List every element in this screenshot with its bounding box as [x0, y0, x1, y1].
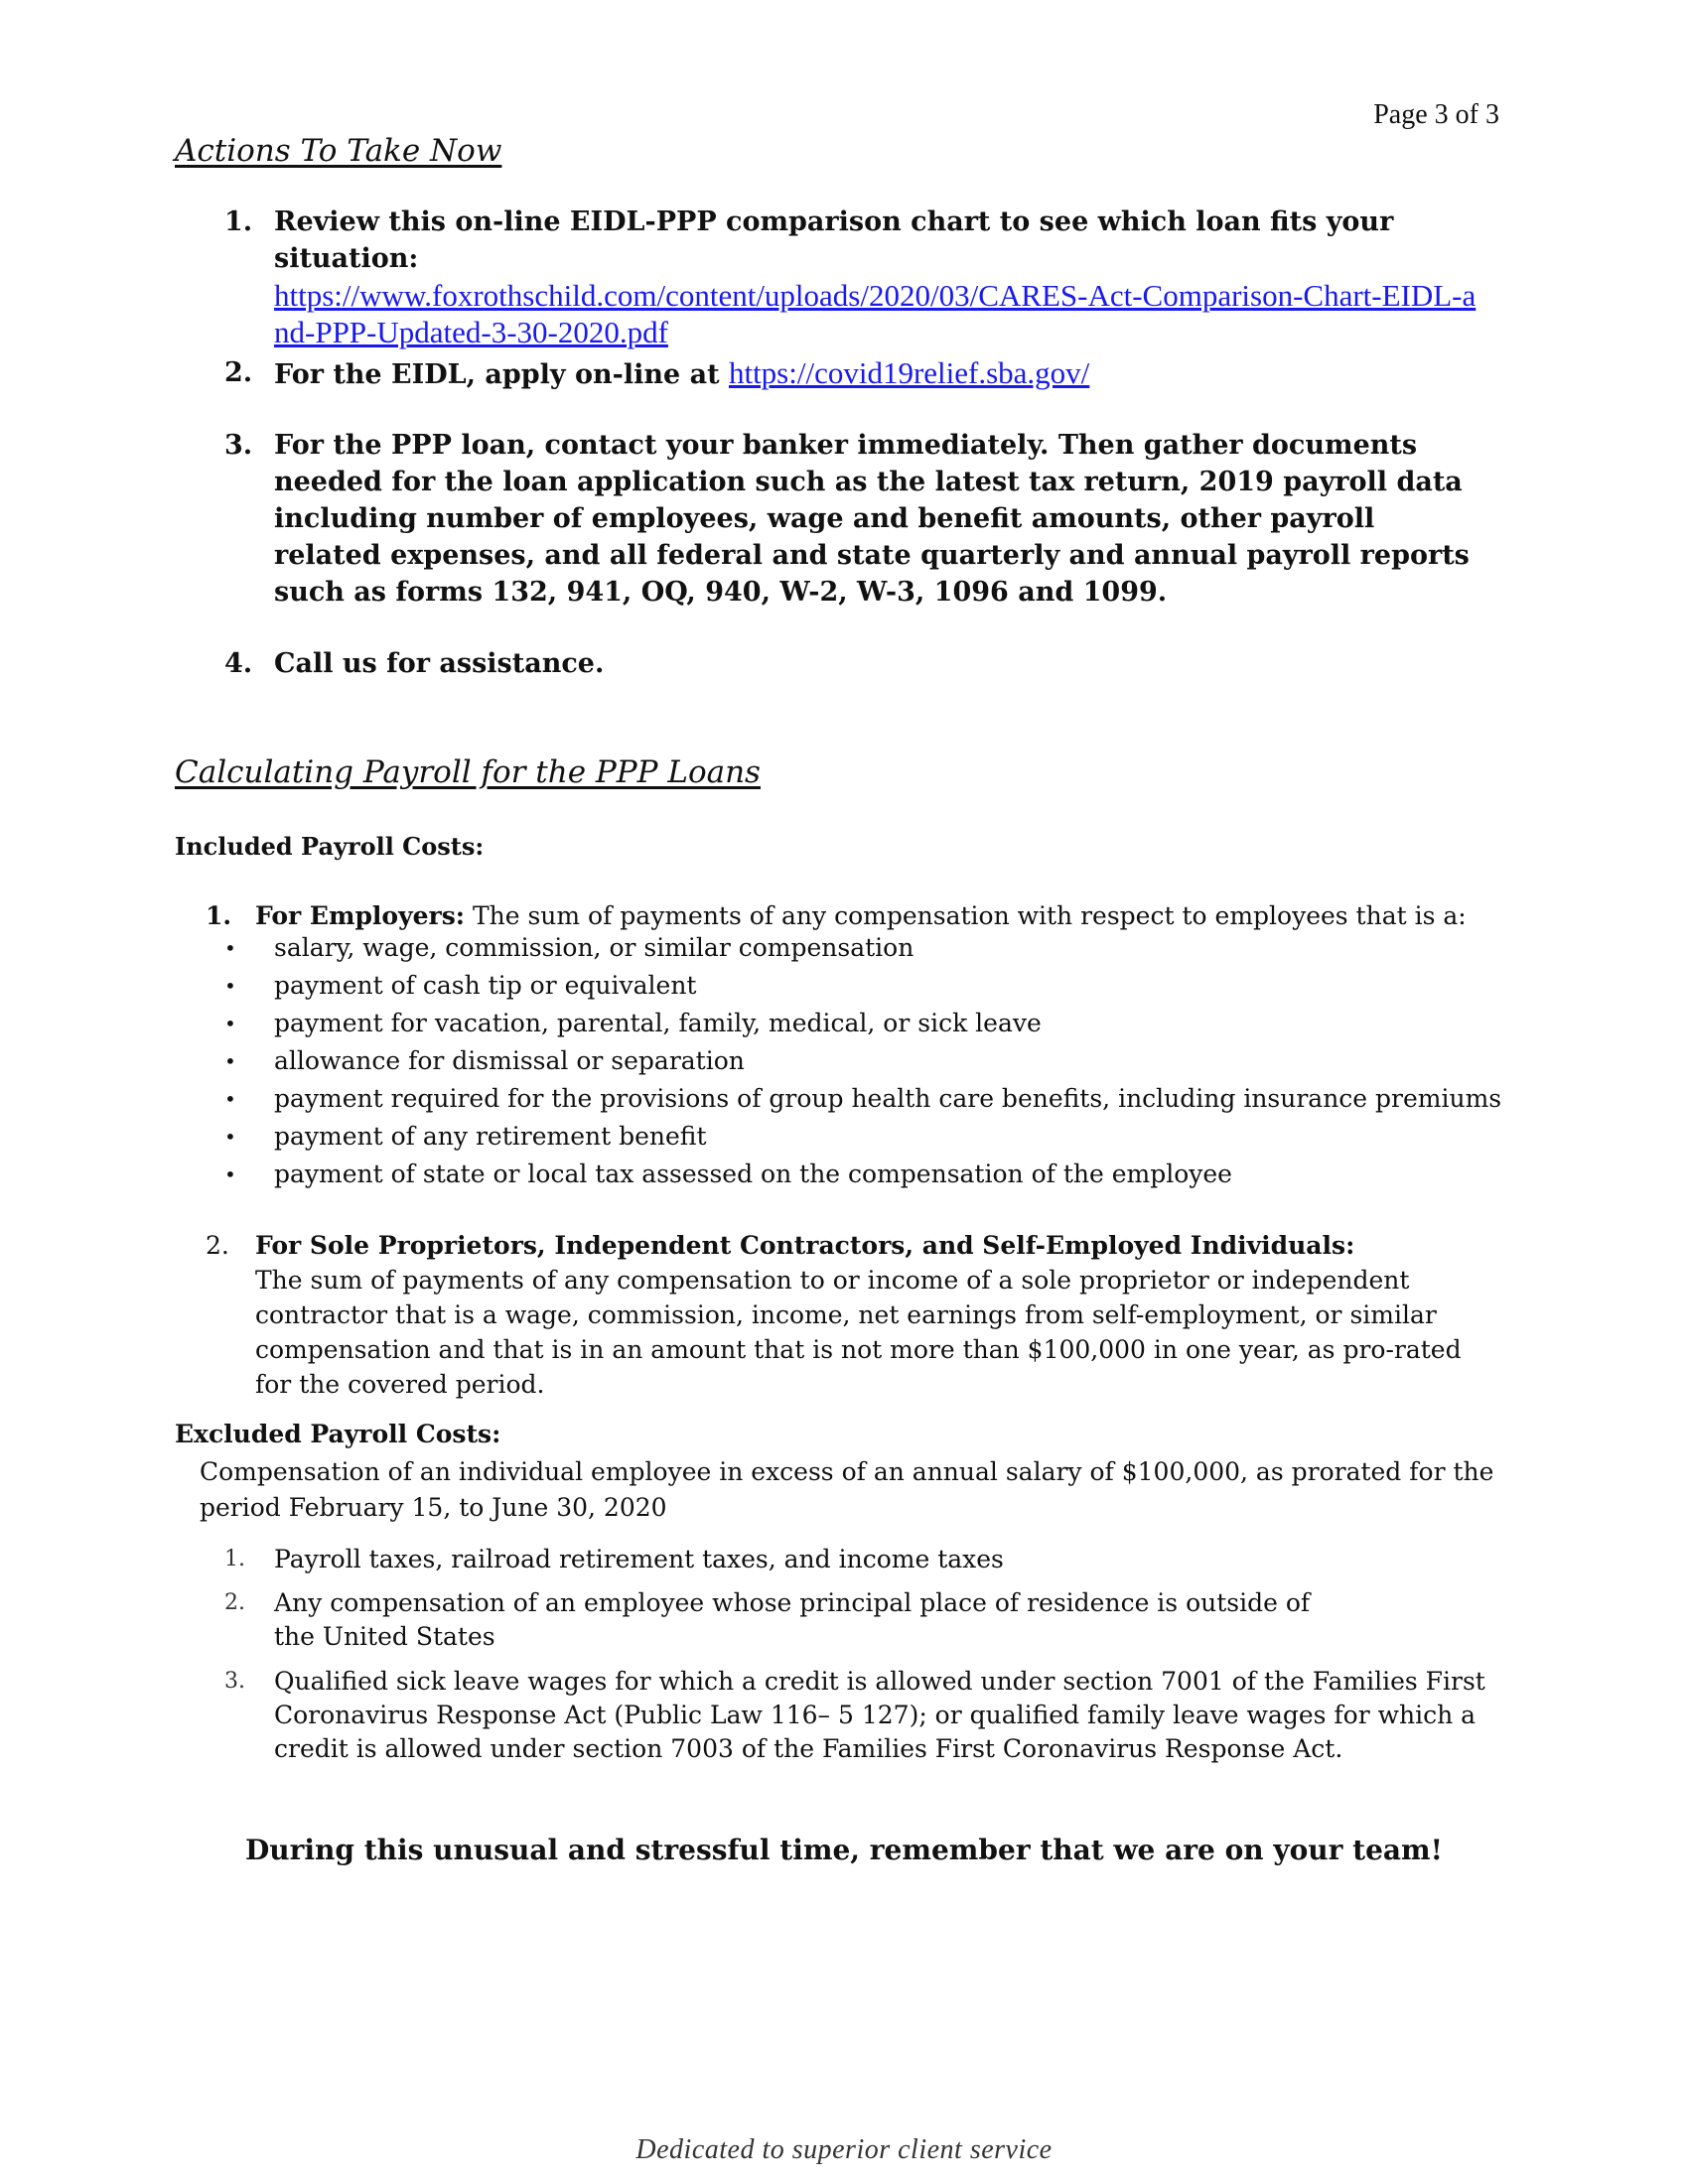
action-item-4 — [175, 645, 1485, 685]
action-item-number: 4. — [224, 648, 253, 679]
list-item: • payment of cash tip or equivalent — [224, 967, 1501, 1005]
page-number: Page 3 of 3 — [1373, 99, 1499, 130]
list-item: • allowance for dismissal or separation — [224, 1042, 1501, 1080]
action-item-number: 2. — [224, 357, 253, 388]
closing-message: During this unusual and stressful time, remember that we are on your team! — [245, 1834, 1443, 1866]
excluded-item-number: 1. — [224, 1547, 245, 1571]
list-item: • payment of state or local tax assessed on the compensation of the employee — [224, 1156, 1501, 1193]
action-item-2 — [175, 354, 1485, 394]
excluded-item-text: Payroll taxes, railroad retirement taxes, and income taxes — [274, 1545, 1004, 1573]
sole-heading: For Sole Proprietors, Independent Contractors, and Self-Employed Individuals: — [255, 1231, 1355, 1260]
footer-tagline: Dedicated to superior client service — [635, 2134, 1053, 2165]
list-item: • payment required for the provisions of group health care benefits, including insurance premiums — [224, 1080, 1501, 1118]
action-item-text: For the PPP loan, contact your banker immediately. Then gather documents needed for the loan application such as the latest tax return, 2019 payroll data including number of employees, wage and benefit amounts, other payroll related expenses, and all federal and state quarterly and annual payroll reports such as forms 132, 941, OQ, 940, W-2, W-3, 1096 and 1099. — [274, 430, 1470, 608]
included-heading: Included Payroll Costs: — [175, 832, 485, 861]
employers-text: The sum of payments of any compensation with respect to employees that is a: — [465, 901, 1467, 930]
action-item-text: Call us for assistance. — [274, 648, 605, 679]
sole-number: 2. — [206, 1231, 229, 1260]
comparison-chart-link[interactable]: https://www.foxrothschild.com/content/uploads/2020/03/CARES-Act-Comparison-Chart-EIDL-and-PPP-Updated-3-30-2020.pdf — [274, 278, 1477, 349]
excluded-text: Compensation of an individual employee in excess of an annual salary of $100,000, as prorated for the period February 15, to June 30, 2020 — [200, 1457, 1494, 1522]
list-item: • salary, wage, commission, or similar compensation — [224, 929, 1501, 967]
action-item-1 — [175, 204, 1485, 349]
excluded-item-text: Qualified sick leave wages for which a credit is allowed under section 7001 of the Families First Coronavirus Response Act (Public Law 116– 5 127); or qualified family leave wages for which a credit is allowed under section 7003 of the Families First Coronavirus Response Act. — [274, 1667, 1485, 1763]
excluded-item-text: Any compensation of an employee whose principal place of residence is outside of the United States — [274, 1588, 1311, 1651]
action-item-3 — [175, 427, 1485, 615]
list-item: • payment for vacation, parental, family, medical, or sick leave — [224, 1005, 1501, 1042]
actions-title: Actions To Take Now — [175, 133, 502, 169]
action-item-number: 1. — [224, 206, 253, 237]
excluded-item-number: 2. — [224, 1590, 245, 1615]
action-item-text: For the EIDL, apply on-line at — [274, 359, 720, 390]
employers-number: 1. — [206, 901, 232, 930]
included-bullet-list — [224, 929, 1501, 1193]
sole-text: The sum of payments of any compensation to or income of a sole proprietor or independent contractor that is a wage, commission, income, net earnings from self-employment, or similar compensation and that is in an amount that is not more than $100,000 in one year, as pro-rated for the covered period. — [255, 1266, 1462, 1399]
action-item-number: 3. — [224, 430, 253, 461]
excluded-item-number: 3. — [224, 1669, 245, 1694]
excluded-heading: Excluded Payroll Costs: — [175, 1420, 501, 1448]
payroll-title: Calculating Payroll for the PPP Loans — [175, 754, 761, 790]
list-item: • payment of any retirement benefit — [224, 1118, 1501, 1156]
action-item-text: Review this on-line EIDL-PPP comparison chart to see which loan fits your situation: — [274, 206, 1394, 274]
sba-link[interactable]: https://covid19relief.sba.gov/ — [728, 355, 1090, 390]
employers-label: For Employers: — [255, 901, 465, 930]
